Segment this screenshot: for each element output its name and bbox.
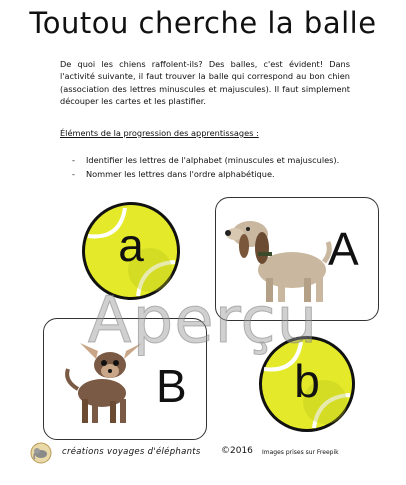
- section-title: Éléments de la progression des apprentissages :: [60, 128, 259, 138]
- card-letter-upper-a: A: [328, 223, 359, 275]
- elephant-logo-icon: [28, 442, 54, 464]
- footer-credit: Images prises sur Freepik: [262, 449, 339, 456]
- intro-paragraph: De quoi les chiens raffolent-ils? Des balles, c'est évident! Dans l'activité suivante, il faut trouver la balle qui correspond au bon chien (association des lettres minuscules et majuscules). Il faut simplement découper les cartes et les plastifier.: [60, 59, 350, 107]
- bullet-list: [72, 153, 339, 181]
- footer-brand: créations voyages d'éléphants: [62, 447, 201, 457]
- card-letter-lower-b: b: [294, 355, 320, 407]
- footer: [28, 442, 388, 464]
- bullet-item: - Nommer les lettres dans l'ordre alphabétique.: [72, 167, 339, 181]
- page-title: Toutou cherche la balle: [29, 6, 377, 40]
- bullet-item: - Identifier les lettres de l'alphabet (minuscules et majuscules).: [72, 153, 339, 167]
- card-letter-lower-a: a: [118, 219, 144, 271]
- card-letter-upper-b: B: [156, 360, 187, 412]
- footer-year: ©2016: [221, 446, 253, 456]
- preview-watermark: Aperçu: [87, 284, 319, 358]
